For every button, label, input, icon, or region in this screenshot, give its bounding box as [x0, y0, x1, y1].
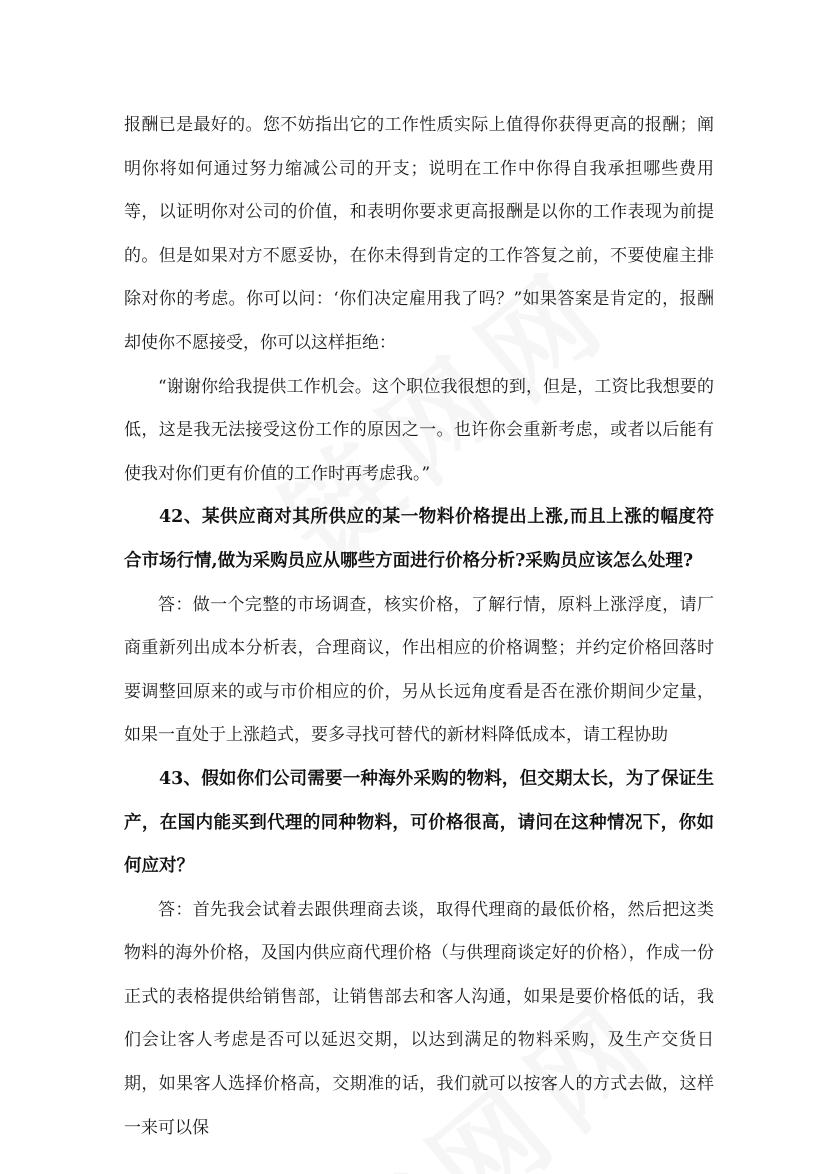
question-43-heading: 43、假如你们公司需要一种海外采购的物料，但交期太长，为了保证生产，在国内能买到代理的同种物料，可价格很高，请问在这种情况下，你如何应对？ — [124, 768, 714, 877]
question-42-heading: 42、某供应商对其所供应的某一物料价格提出上涨,而且上涨的幅度符合市场行情,做为采购员应从哪些方面进行价格分析?采购员应该怎么处理? — [124, 507, 714, 571]
paragraph-salary-negotiation: 报酬已是最好的。您不妨指出它的工作性质实际上值得你获得更高的报酬；阐明你将如何通过努力缩减公司的开支；说明在工作中你得自我承担哪些费用等，以证明你对公司的价值，和表明你要求更高报酬是以你的工作表现为前提的。但是如果对方不愿妥协，在你未得到肯定的工作答复之前，不要使雇主排除对你的考虑。你可以问：‘你们决定雇用我了吗？”如果答案是肯定的，报酬却使你不愿接受，你可以这样拒绝： — [124, 115, 714, 353]
document-body — [124, 104, 714, 1150]
answer-43: 答：首先我会试着去跟供理商去谈，取得代理商的最低价格，然后把这类物料的海外价格，及国内供应商代理价格（与供理商谈定好的价格），作成一份正式的表格提供给销售部，让销售部去和客人沟通，如果是要价格低的话，我们会让客人考虑是否可以延迟交期，以达到满足的物料采购，及生产交货日期，如果客人选择价格高，交期准的话，我们就可以按客人的方式去做，这样一来可以保 — [124, 899, 714, 1138]
answer-42: 答：做一个完整的市场调查，核实价格，了解行情，原料上涨浮度，请厂商重新列出成本分析表，合理商议，作出相应的价格调整；并约定价格回落时要调整回原来的或与市价相应的价，另从长远角度看是否在涨价期间少定量，如果一直处于上涨趋式，要多寻找可替代的新材料降低成本，请工程协助 — [124, 594, 714, 746]
paragraph-decline-quote: “谢谢你给我提供工作机会。这个职位我很想的到，但是，工资比我想要的低，这是我无法接受这份工作的原因之一。也许你会重新考虑，或者以后能有使我对你们更有价值的工作时再考虑我。” — [124, 376, 714, 484]
